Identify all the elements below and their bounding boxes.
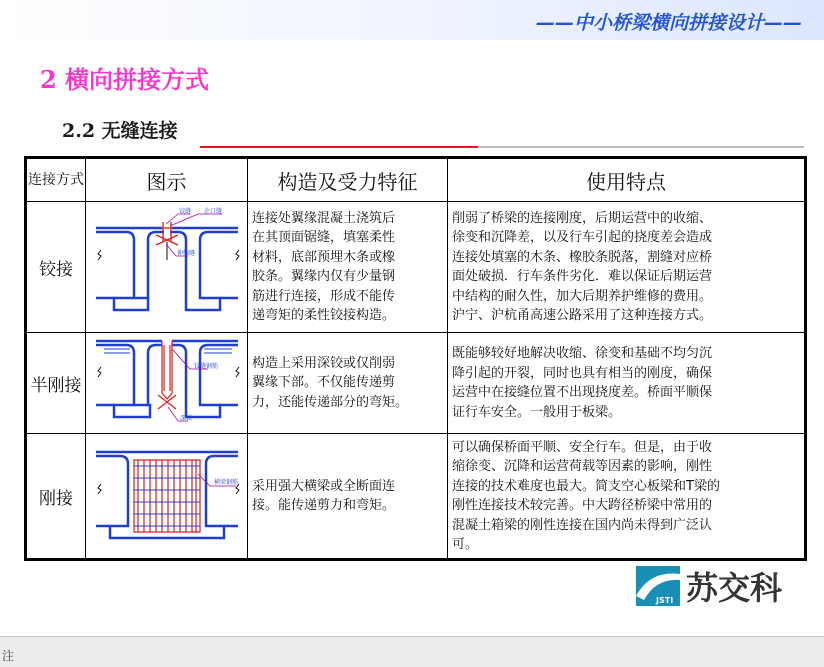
semi-rigid-joint-drawing	[86, 333, 248, 433]
header-figure: 图示	[86, 158, 248, 202]
table-row	[26, 202, 806, 333]
header-connection-type: 连接方式	[26, 158, 86, 202]
section-title: 2 横向拼接方式	[40, 65, 210, 94]
rigid-label-1: 横梁钢筋	[214, 479, 239, 486]
hinge-label-1: 铰缝	[179, 208, 192, 215]
hinge-joint-drawing	[86, 202, 248, 332]
figure-semi-rigid	[86, 333, 248, 434]
structure-hinge: 连接处翼缘混凝土浇筑后 在其顶面锯缝，填塞柔性 材料，底部预埋木条或橡 胶条。翼缘内仅有少量钢 筋进行连接，形成不能传 递弯矩的柔性铰接构造。	[248, 202, 448, 333]
title-divider-gray	[478, 146, 804, 148]
row-type: 半刚接	[26, 333, 86, 434]
usage-rigid: 可以确保桥面平顺、安全行车。但是，由于收 缩徐变、沉降和运营荷载等因素的影响，刚性 连接的技术难度也最大。简支空心板梁和T梁的 刚性连接技术较完善。中大跨径桥梁中常用的 混凝土箱梁的刚性连接在国内尚未得到广泛认 可。	[448, 434, 806, 560]
logo-badge-text: JSTI	[656, 596, 674, 605]
usage-semi-rigid: 既能够较好地解决收缩、徐变和基础不均匀沉 降引起的开裂，同时也具有相当的刚度，确保 运营中在接缝位置不出现挠度差。桥面平顺保 证行车安全。一般用于板梁。	[448, 333, 806, 434]
structure-semi-rigid: 构造上采用深铰或仅削弱 翼缘下部。不仅能传递剪 力，还能传递部分的弯矩。	[248, 333, 448, 434]
row-type: 铰接	[26, 202, 86, 333]
rigid-joint-drawing	[86, 434, 248, 558]
sub-title: 2.2 无缝连接	[62, 120, 178, 142]
header-structure: 构造及受力特征	[248, 158, 448, 202]
structure-rigid: 采用强大横梁或全断面连 接。能传递剪力和弯矩。	[248, 434, 448, 560]
banner-title: ——中小桥梁横向拼接设计——	[535, 12, 802, 34]
jsti-logo-icon	[636, 566, 680, 606]
hinge-label-3: 伸缩缝	[177, 250, 196, 257]
usage-hinge: 削弱了桥梁的连接刚度，后期运营中的收缩、 徐变和沉降差，以及行车引起的挠度差会造成 连接处填塞的木条、橡胶条脱落，割缝对应桥 面处破损．行车条件劣化．难以保证后期运营 中结构的耐久性，加大后期养护维修的费用。 沪宁、沪杭甬高速公路采用了这种连接方式。	[448, 202, 806, 333]
table-row	[26, 333, 806, 434]
semi-rigid-label-1: 铰缝钢筋	[194, 363, 219, 370]
status-bar	[0, 636, 824, 667]
row-type: 刚接	[26, 434, 86, 560]
table-row	[26, 434, 806, 560]
header-usage: 使用特点	[448, 158, 806, 202]
title-divider-red	[200, 146, 478, 148]
figure-rigid	[86, 434, 248, 560]
hinge-label-2: 企口缝	[204, 208, 223, 215]
logo-name: 苏交科	[686, 569, 783, 607]
status-text: 注	[2, 649, 15, 663]
connection-table	[24, 156, 807, 561]
figure-hinge	[86, 202, 248, 333]
semi-rigid-label-2: 深铰	[180, 415, 193, 422]
table-header-row	[26, 158, 806, 202]
